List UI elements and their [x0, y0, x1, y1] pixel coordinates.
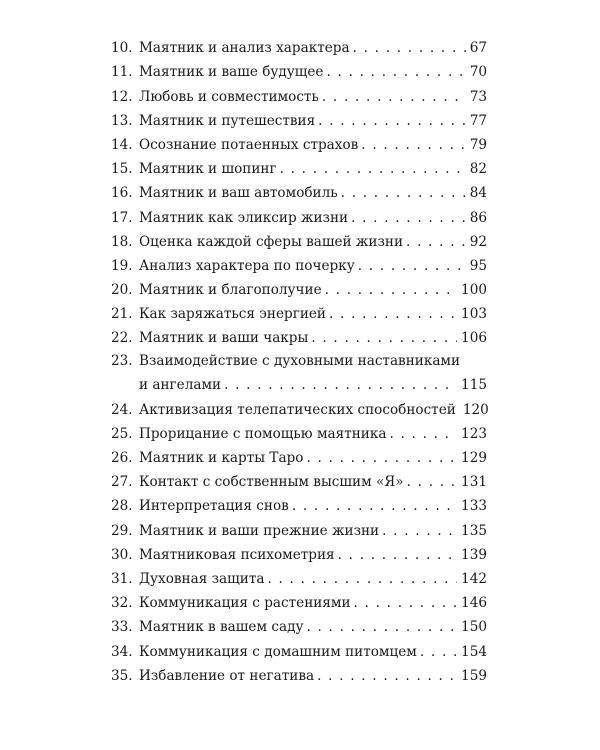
dot-leader [224, 377, 457, 394]
dot-leader [306, 619, 457, 636]
toc-entry-number: 30. [111, 546, 133, 563]
toc-entry-page: 84 [469, 185, 487, 202]
toc-entry-page: 150 [461, 619, 487, 636]
dot-leader [329, 306, 457, 323]
toc-entry-number: 19. [111, 257, 133, 274]
toc-entry-number: 29. [111, 522, 133, 539]
toc-entry-page: 123 [461, 425, 487, 442]
toc-entry-title: Маятник и ваши прежние жизни [139, 522, 380, 539]
toc-entry-page: 67 [469, 40, 487, 57]
toc-entry-number: 14. [111, 136, 133, 153]
toc-entry-page: 79 [469, 136, 487, 153]
table-of-contents [111, 33, 487, 685]
toc-entry-title: Маятник и карты Таро [139, 450, 304, 466]
toc-entry-number: 10. [111, 40, 133, 57]
toc-entry-title: Взаимодействие с духовными наставниками [139, 353, 461, 370]
toc-entry-number: 31. [111, 570, 133, 587]
toc-entry-title: Маятник и анализ характера [139, 40, 350, 57]
toc-entry-number: 18. [111, 233, 133, 250]
toc-entry-number: 34. [111, 643, 133, 660]
dot-leader [407, 474, 457, 491]
toc-entry-page: 82 [469, 161, 487, 178]
dot-leader [292, 498, 457, 515]
toc-entry-title: Маятник и путешествия [139, 112, 316, 129]
toc-entry-title: Любовь и совместимость [139, 88, 319, 105]
toc-entry-page: 92 [469, 233, 487, 250]
toc-entry-page: 142 [461, 570, 487, 587]
dot-leader [353, 40, 466, 57]
toc-entry-title: Маятник и ваш автомобиль [139, 185, 338, 202]
toc-entry [111, 564, 487, 588]
toc-entry-number: 11. [111, 64, 133, 81]
toc-entry [111, 106, 487, 130]
toc-entry [111, 588, 487, 612]
toc-entry-number: 24. [111, 401, 133, 418]
toc-entry-title: Интерпретация снов [139, 498, 289, 515]
toc-entry [111, 227, 487, 251]
toc-entry-title: Маятник и ваше будущее [139, 64, 324, 81]
toc-entry-title: Осознание потаенных страхов [139, 136, 359, 153]
toc-entry-title-continued: и ангелами [139, 377, 222, 394]
toc-entry-number: 13. [111, 112, 133, 129]
toc-entry [111, 491, 487, 515]
toc-entry-title: Маятник и ваши чакры [139, 330, 309, 347]
dot-leader [389, 426, 457, 443]
toc-entry-number: 23. [111, 353, 133, 370]
toc-entry-title: Контакт с собственным высшим «Я» [139, 474, 404, 491]
toc-entry [111, 515, 487, 539]
toc-entry [111, 443, 487, 467]
toc-entry-title: Коммуникация с домашним питомцем [139, 643, 417, 660]
toc-entry [111, 419, 487, 443]
toc-entry-page: 139 [461, 546, 487, 563]
toc-entry-title: Маятник в вашем саду [139, 619, 304, 636]
toc-entry-title: Оценка каждой сферы вашей жизни [139, 233, 404, 250]
toc-entry [111, 540, 487, 564]
toc-entry [111, 323, 487, 347]
toc-entry-title: Избавление от негатива [139, 667, 315, 684]
toc-entry-page: 120 [462, 401, 489, 418]
dot-leader [325, 282, 457, 299]
dot-leader [318, 113, 466, 130]
toc-entry-line [111, 377, 487, 394]
toc-entry [111, 467, 487, 491]
toc-entry-page: 115 [461, 377, 487, 394]
toc-entry-title: Как заряжаться энергией [139, 306, 326, 323]
toc-entry [111, 661, 487, 685]
toc-entry-title: Маятник и шопинг [139, 161, 277, 178]
toc-entry-number: 15. [111, 161, 133, 178]
toc-entry-number: 21. [111, 306, 133, 323]
toc-entry-page: 106 [461, 330, 487, 347]
toc-entry-number: 27. [111, 474, 133, 491]
toc-entry-title: Маятник и благополучие [139, 282, 322, 299]
toc-entry-page: 77 [469, 112, 487, 129]
toc-entry-number: 32. [111, 595, 133, 612]
dot-leader [406, 234, 466, 251]
toc-entry-number: 17. [111, 209, 133, 226]
toc-entry-number: 22. [111, 330, 133, 347]
toc-entry-number: 25. [111, 425, 133, 442]
toc-entry-title: Маятниковая психометрия [139, 546, 335, 563]
toc-entry [111, 154, 487, 178]
dot-leader [351, 210, 466, 227]
toc-entry-number: 33. [111, 619, 133, 636]
toc-entry [111, 178, 487, 202]
toc-entry-title: Прорицание с помощью маятника [139, 425, 387, 442]
dot-leader [311, 330, 457, 347]
toc-entry [111, 636, 487, 660]
dot-leader [322, 89, 466, 106]
toc-entry-page: 100 [461, 282, 487, 299]
toc-entry-page: 131 [461, 474, 487, 491]
dot-leader [280, 161, 466, 178]
toc-entry-page: 95 [469, 257, 487, 274]
dot-leader [361, 137, 465, 154]
dot-leader [420, 644, 457, 661]
toc-entry-page: 86 [469, 209, 487, 226]
toc-entry-number: 16. [111, 185, 133, 202]
toc-entry-title: Коммуникация с растениями [139, 595, 351, 612]
dot-leader [306, 450, 457, 467]
dot-leader [326, 64, 465, 81]
toc-entry-page: 133 [461, 498, 487, 515]
toc-entry-page: 146 [461, 595, 487, 612]
toc-entry-page: 103 [461, 306, 487, 323]
toc-entry-page: 135 [461, 522, 487, 539]
dot-leader [354, 595, 458, 612]
toc-entry-title: Анализ характера по почерку [139, 257, 355, 274]
toc-entry [111, 394, 487, 418]
dot-leader [341, 185, 466, 202]
toc-entry [111, 202, 487, 226]
toc-entry-page: 70 [469, 64, 487, 81]
toc-entry [111, 130, 487, 154]
toc-entry-title: Маятник как эликсир жизни [139, 209, 349, 226]
toc-entry [111, 251, 487, 275]
toc-entry-page: 73 [469, 88, 487, 105]
toc-entry-number: 12. [111, 88, 133, 105]
toc-entry [111, 612, 487, 636]
toc-entry [111, 299, 487, 323]
toc-entry [111, 347, 487, 394]
dot-leader [358, 258, 466, 275]
toc-entry [111, 33, 487, 57]
toc-entry-title: Духовная защита [139, 570, 265, 587]
toc-entry-line [111, 353, 487, 370]
toc-entry [111, 81, 487, 105]
toc-entry-number: 26. [111, 450, 133, 466]
dot-leader [338, 547, 457, 564]
dot-leader [267, 571, 457, 588]
dot-leader [317, 668, 457, 685]
toc-entry-page: 129 [461, 450, 487, 466]
toc-entry [111, 57, 487, 81]
toc-entry-number: 35. [111, 667, 133, 684]
toc-entry-title: Активизация телепатических способностей [139, 401, 456, 418]
toc-entry-number: 28. [111, 498, 133, 515]
dot-leader [382, 523, 457, 540]
toc-entry [111, 275, 487, 299]
toc-entry-number: 20. [111, 282, 133, 299]
toc-entry-page: 154 [461, 643, 487, 660]
toc-entry-page: 159 [461, 667, 487, 684]
